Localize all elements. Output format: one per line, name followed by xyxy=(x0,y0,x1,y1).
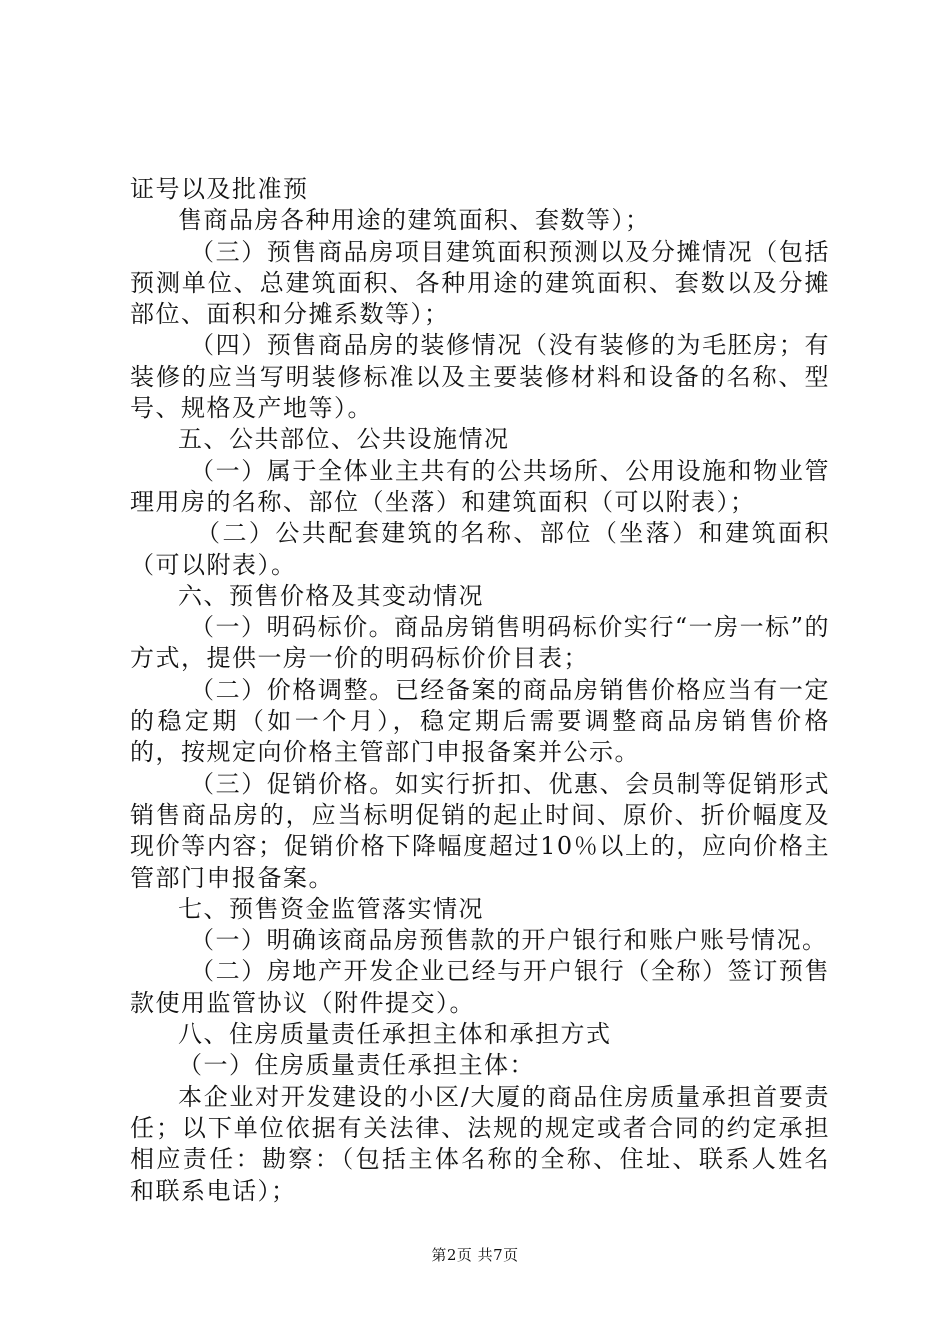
paragraph: （三）预售商品房项目建筑面积预测以及分摊情况（包括预测单位、总建筑面积、各种用途的建筑面积、套数以及分摊部位、面积和分摊系数等）； xyxy=(130,237,830,329)
paragraph: （一）明确该商品房预售款的开户银行和账户账号情况。 xyxy=(190,926,828,955)
paragraph: （一）属于全体业主共有的公共场所、公用设施和物业管理用房的名称、部位（坐落）和建筑面积（可以附表）； xyxy=(130,456,830,516)
paragraph: 证号以及批准预 xyxy=(130,175,309,203)
paragraph: 本企业对开发建设的小区/大厦的商品住房质量承担首要责任；以下单位依据有关法律、法规的规定或者合同的约定承担相应责任：勘察：（包括主体名称的全称、住址、联系人姓名和联系电话）； xyxy=(130,1082,830,1205)
document-body xyxy=(130,174,830,1207)
page-number: 第2页 共7页 xyxy=(431,1246,519,1264)
section-heading: 六、预售价格及其变动情况 xyxy=(178,581,484,610)
paragraph: （四）预售商品房的装修情况（没有装修的为毛胚房；有装修的应当写明装修标准以及主要装修材料和设备的名称、型号、规格及产地等）。 xyxy=(130,331,830,423)
paragraph: （一）明码标价。商品房销售明码标价实行“一房一标”的方式，提供一房一价的明码标价价目表； xyxy=(130,613,830,673)
paragraph: 售商品房各种用途的建筑面积、套数等）； xyxy=(178,206,651,235)
paragraph: （三）促销价格。如实行折扣、优惠、会员制等促销形式销售商品房的，应当标明促销的起止时间、原价、折价幅度及现价等内容；促销价格下降幅度超过10％以上的，应向价格主管部门申报备案。 xyxy=(130,769,830,892)
paragraph: （一）住房质量责任承担主体： xyxy=(178,1051,535,1080)
paragraph: （二）房地产开发企业已经与开户银行（全称）签订预售款使用监管协议（附件提交）。 xyxy=(130,957,830,1017)
paragraph: （二）价格调整。已经备案的商品房销售价格应当有一定的稳定期（如一个月），稳定期后需要调整商品房销售价格的，按规定向价格主管部门申报备案并公示。 xyxy=(130,675,830,767)
paragraph: （二）公共配套建筑的名称、部位（坐落）和建筑面积（可以附表）。 xyxy=(130,519,830,579)
section-heading: 七、预售资金监管落实情况 xyxy=(178,894,484,923)
section-heading: 五、公共部位、公共设施情况 xyxy=(178,425,510,454)
section-heading: 八、住房质量责任承担主体和承担方式 xyxy=(178,1020,612,1049)
